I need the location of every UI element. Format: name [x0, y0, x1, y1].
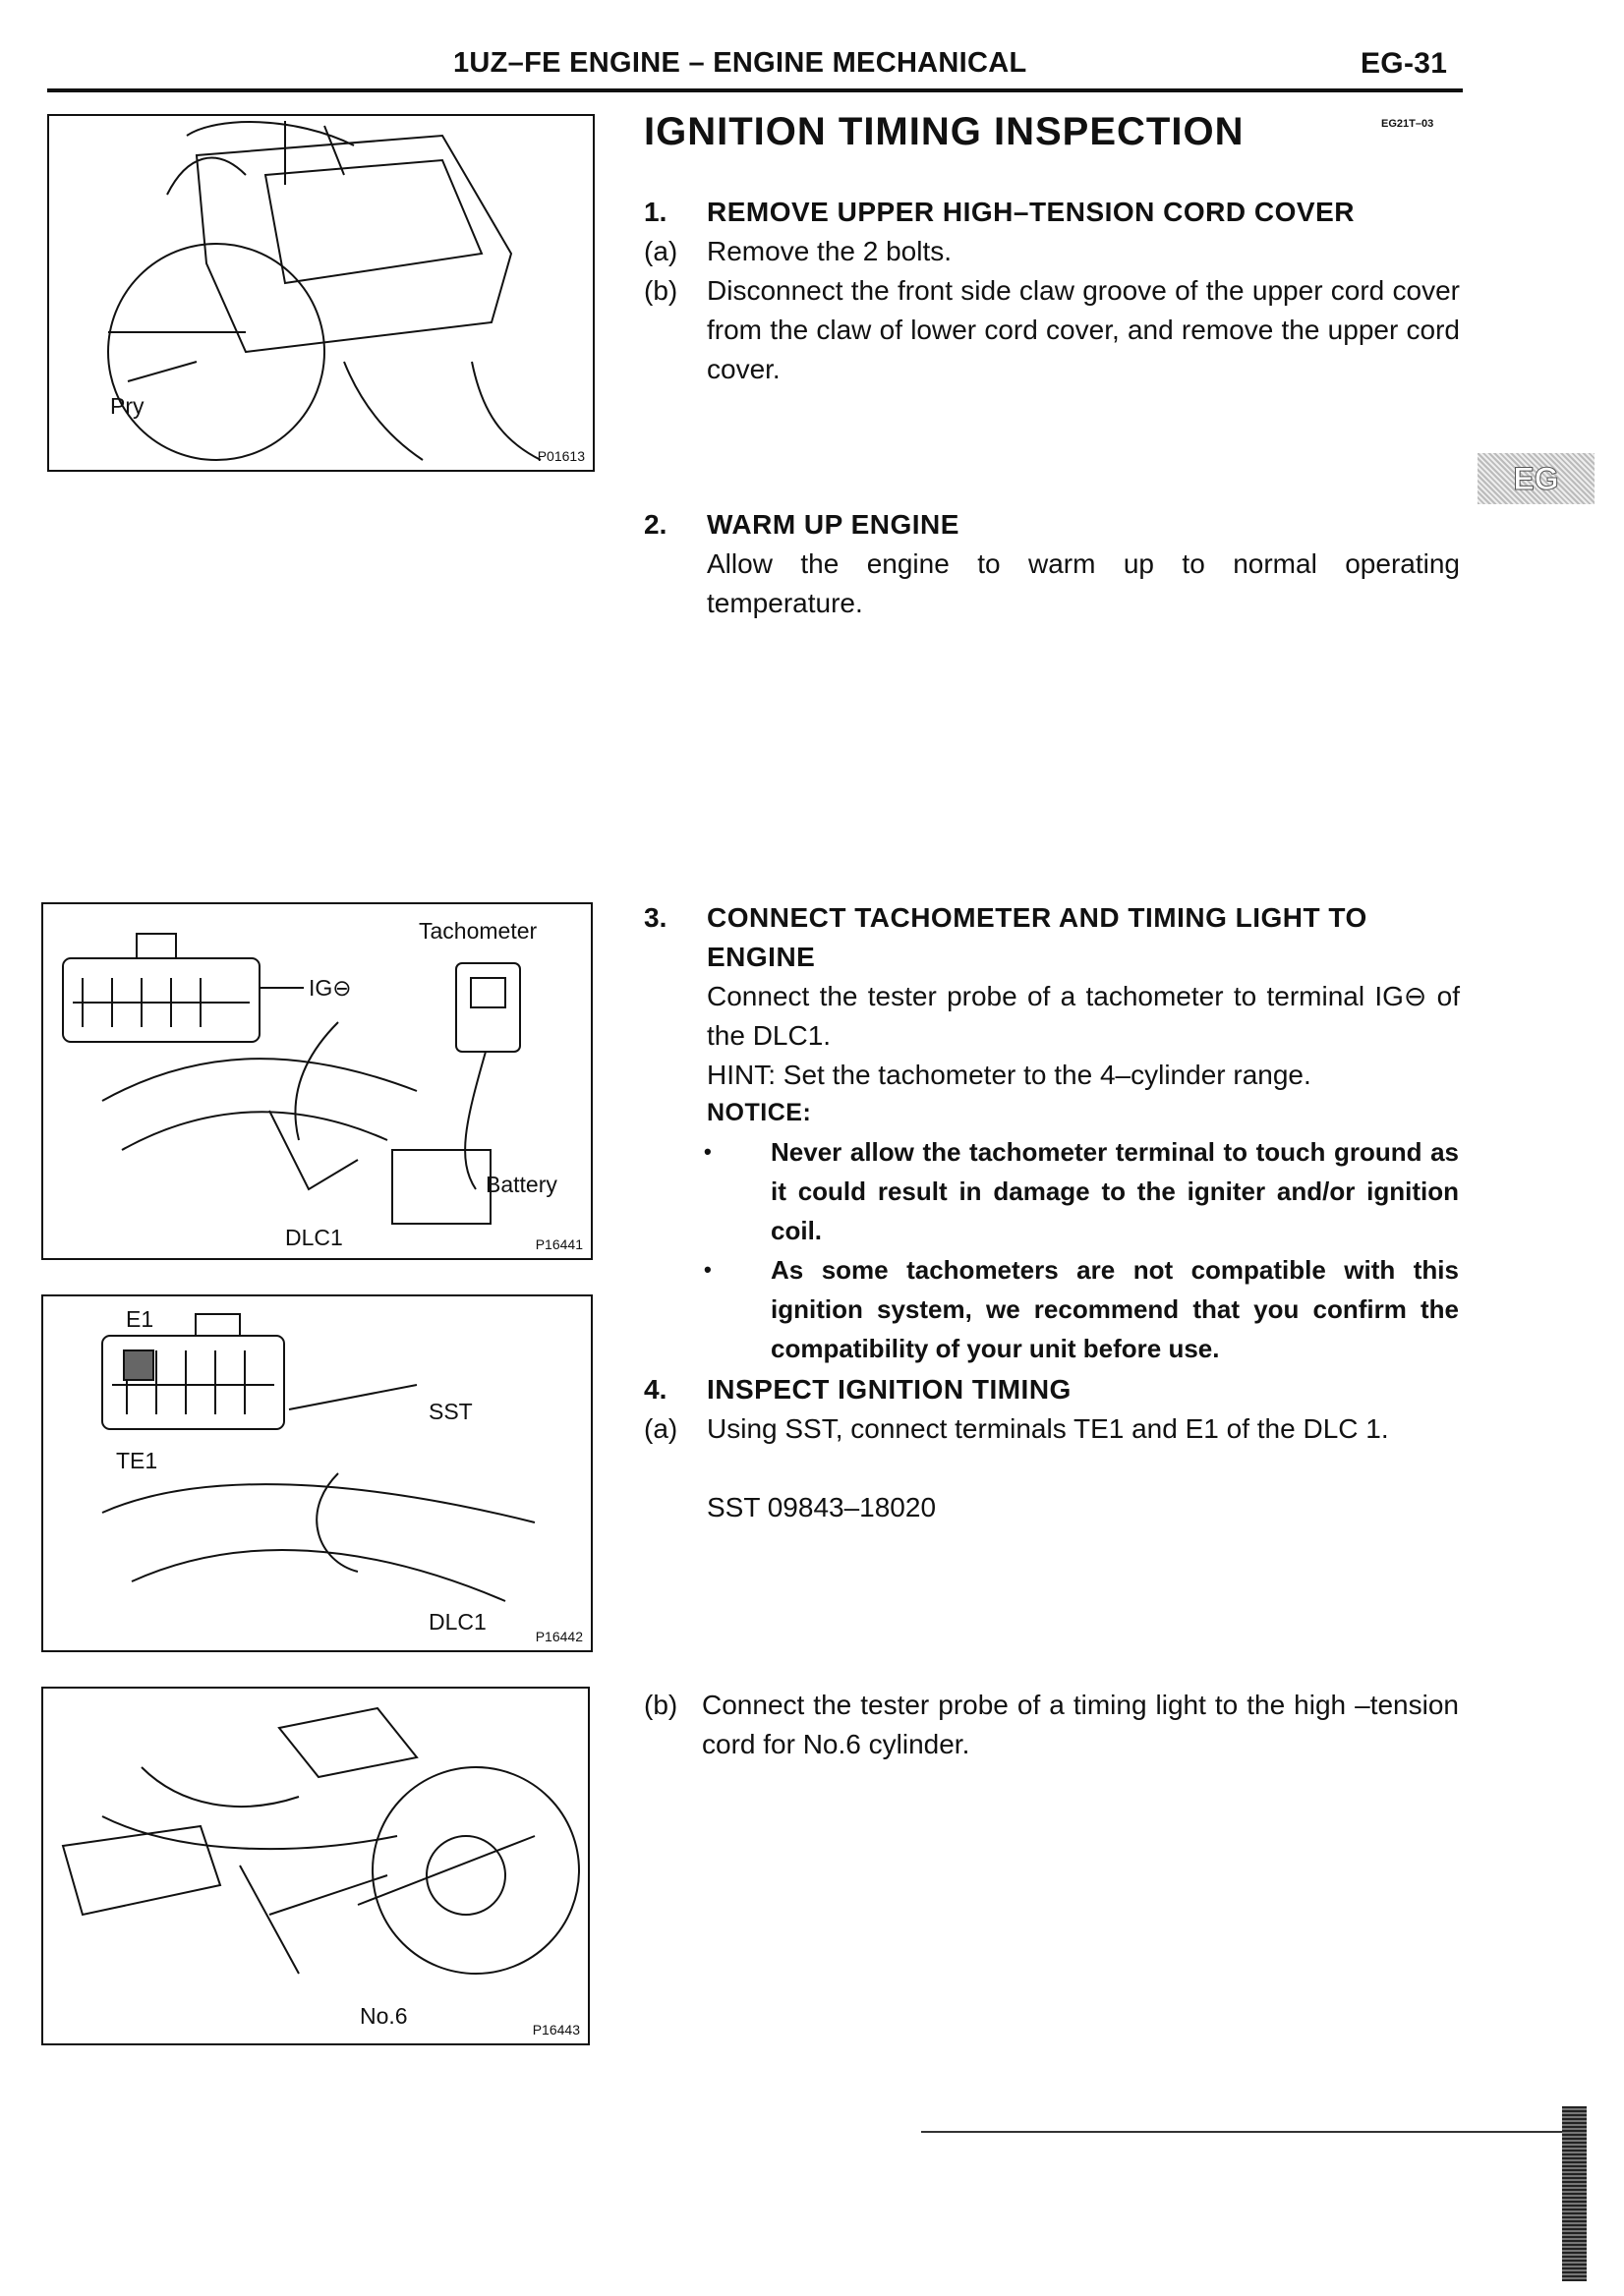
figure-timing-light: [41, 1687, 590, 2045]
notice-bullet: As some tachometers are not compatible with this ignition system, we recommend that you confirm the compatibility of your unit before use.: [771, 1255, 1459, 1363]
header-rule: [47, 88, 1463, 92]
notice-bullet: Never allow the tachometer terminal to touch ground as it could result in damage to the igniter and/or ignition coil.: [771, 1137, 1459, 1245]
figure-cord-cover: [47, 114, 595, 472]
sub-label: (b): [644, 1690, 678, 1720]
step-heading: CONNECT TACHOMETER AND TIMING LIGHT TO ENGINE: [707, 902, 1367, 972]
page-number: EG-31: [1361, 47, 1448, 80]
step-number: 2.: [644, 509, 667, 540]
footer-rule: [921, 2131, 1573, 2133]
bullet-icon: •: [704, 1257, 712, 1282]
page-edge-marker: [1562, 2106, 1587, 2281]
label-dlc1: DLC1: [285, 1225, 343, 1250]
section-title: IGNITION TIMING INSPECTION: [644, 110, 1245, 153]
sub-label: (b): [644, 275, 678, 306]
notice-label: NOTICE:: [707, 1099, 812, 1126]
step-number: 3.: [644, 902, 667, 933]
section-code: EG21T–03: [1381, 118, 1434, 130]
step-heading: WARM UP ENGINE: [707, 509, 959, 540]
label-tachometer: Tachometer: [419, 918, 538, 944]
step-text: Allow the engine to warm up to normal operating temperature.: [707, 548, 1460, 618]
step-heading: INSPECT IGNITION TIMING: [707, 1374, 1072, 1405]
figure-tachometer: [41, 902, 593, 1260]
hint-text: HINT: Set the tachometer to the 4–cylinder range.: [707, 1060, 1311, 1090]
step-text: Connect the tester probe of a tachometer to terminal IG⊖ of the DLC1.: [707, 981, 1460, 1051]
cylinder-illustration: [43, 1689, 588, 2043]
step-text: Remove the 2 bolts.: [707, 236, 953, 266]
figure-code: P16442: [535, 1629, 583, 1644]
label-dlc1: DLC1: [429, 1609, 487, 1635]
header-title: 1UZ–FE ENGINE – ENGINE MECHANICAL: [453, 47, 1027, 79]
label-pry: Pry: [110, 393, 145, 419]
sub-label: (a): [644, 236, 678, 266]
label-ig-terminal: IG⊖: [309, 975, 352, 1001]
label-sst: SST: [429, 1399, 473, 1424]
sst-number: SST 09843–18020: [707, 1492, 937, 1522]
section-tab: EG: [1478, 453, 1595, 504]
figure-sst: [41, 1294, 593, 1652]
step-number: 1.: [644, 197, 667, 227]
label-te1: TE1: [116, 1448, 158, 1473]
label-battery: Battery: [486, 1172, 557, 1197]
sub-label: (a): [644, 1413, 678, 1444]
step-text: Connect the tester probe of a timing light to the high –tension cord for No.6 cylinder.: [702, 1690, 1459, 1759]
bullet-icon: •: [704, 1139, 712, 1164]
step-number: 4.: [644, 1374, 667, 1405]
label-e1: E1: [126, 1306, 154, 1332]
step-text: Disconnect the front side claw groove of the upper cord cover from the claw of lower cord cover, and remove the upper cord cover.: [707, 275, 1460, 384]
step-text: Using SST, connect terminals TE1 and E1 of the DLC 1.: [707, 1413, 1389, 1444]
tachometer-illustration: [43, 904, 591, 1258]
figure-code: P16443: [532, 2022, 580, 2038]
figure-code: P01613: [537, 448, 585, 464]
step-heading: REMOVE UPPER HIGH–TENSION CORD COVER: [707, 197, 1355, 227]
figure-code: P16441: [535, 1236, 583, 1252]
label-no6: No.6: [360, 2003, 408, 2029]
